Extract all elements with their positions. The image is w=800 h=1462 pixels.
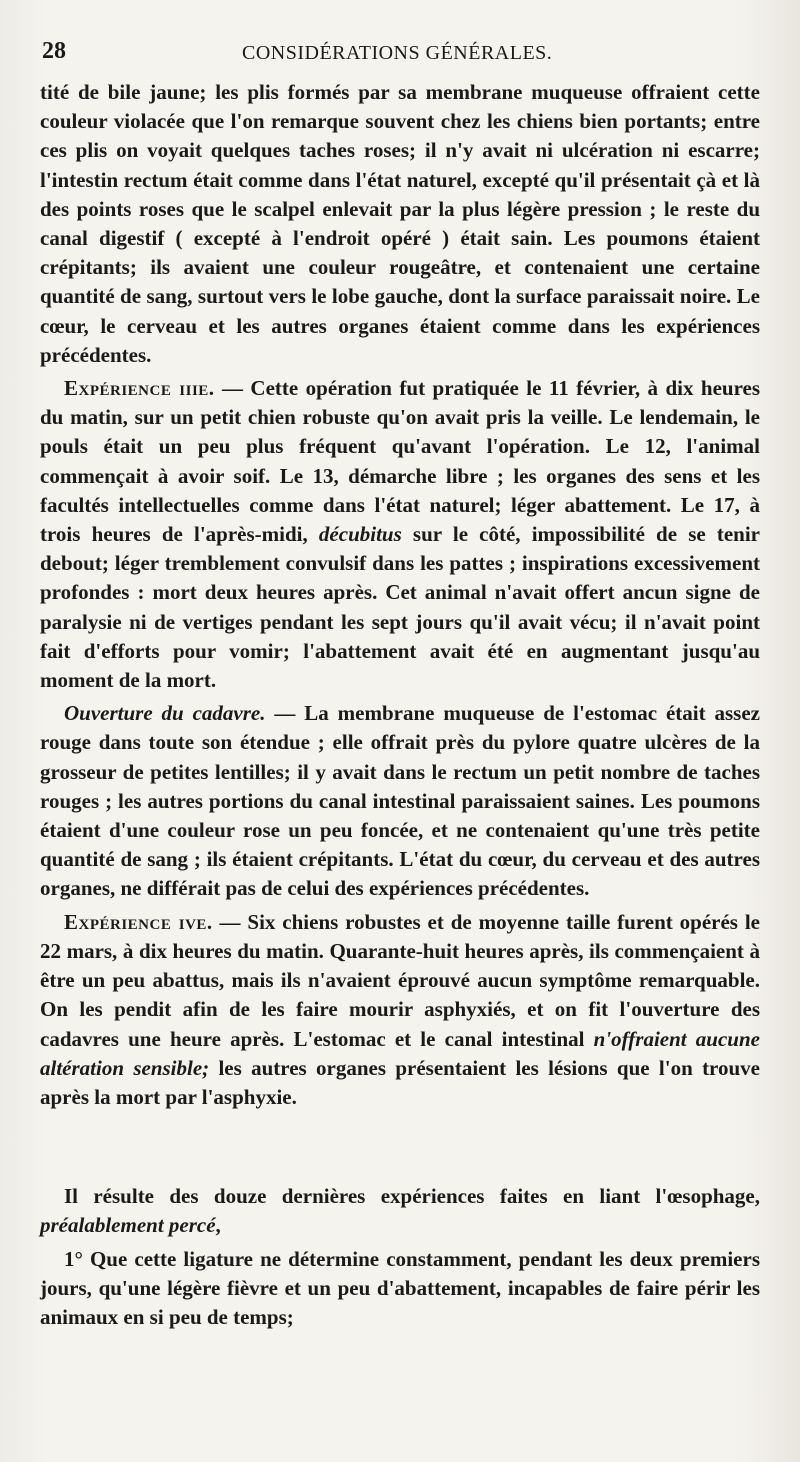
paragraph-ouverture: Ouverture du cadavre. — La membrane muqueuse de l'estomac était assez rouge dans toute son étendue ; elle offrait près du pylore quatre ulcères de la grosseur de petites lentilles; il y avait dans le rectum un petit nombre de taches rouges ; les autres portions du canal intestinal paraissaient saines. Les poumons étaient d'une couleur rose un peu foncée, et ne contenaient qu'une très petite quantité de sang ; ils étaient crépitants. L'état du cœur, du cerveau et des autres organes, ne différait pas de celui des expériences précédentes. [40, 701, 760, 901]
experience-label: Expérience ive. [64, 909, 213, 934]
page-number: 28 [42, 38, 66, 64]
paragraph-experience-3: Expérience iiie. — Cette opération fut pratiquée le 11 février, à dix heures du matin, sur un petit chien robuste qu'on avait pris la veille. Le lendemain, le pouls était un peu plus fréquent qu'avant l'opération. Le 12, l'animal commençait à avoir soif. Le 13, démarche libre ; les organes des sens et les facultés intellectuelles comme dans l'état naturel; léger abattement. Le 17, à trois heures de l'après-midi, décubitus sur le côté, impossibilité de se tenir debout; léger tremblement convulsif dans les pattes ; inspirations excessivement profondes : mort deux heures après. Cet animal n'avait offert ancun signe de paralysie ni de vertiges pendant les sept jours qu'il avait vécu; il n'avait point fait d'efforts pour vomir; l'abattement avait été en augmentant jusqu'au moment de la mort. [40, 376, 761, 693]
page-header [42, 38, 758, 72]
section-gap [40, 1116, 760, 1182]
running-head: CONSIDÉRATIONS GÉNÉRALES. [242, 42, 553, 64]
experience-label: Expérience iiie. [64, 376, 215, 401]
paragraph-conclusion: Il résulte des douze dernières expériences faites en liant l'œsophage, préalablement percé, [40, 1184, 760, 1238]
body-text [40, 78, 760, 1336]
paragraph-point-1: 1° Que cette ligature ne détermine constamment, pendant les deux premiers jours, qu'une légère fièvre et un peu d'abattement, incapables de faire périr les animaux en si peu de temps; [40, 1246, 760, 1329]
paragraph-experience-4: Expérience ive. — Six chiens robustes et de moyenne taille furent opérés le 22 mars, à dix heures du matin. Quarante-huit heures après, ils commençaient à être un peu abattus, mais ils n'avaient éprouvé aucun symptôme remarquable. On les pendit afin de les faire mourir asphyxiés, et on fit l'ouverture des cadavres une heure après. L'estomac et le canal intestinal n'offraient aucune altération sensible; les autres organes présentaient les lésions que l'on trouve après la mort par l'asphyxie. [40, 909, 760, 1109]
paragraph-1: tité de bile jaune; les plis formés par sa membrane muqueuse offraient cette couleur violacée que l'on remarque souvent chez les chiens bien portants; entre ces plis on voyait quelques taches roses; il n'y avait ni ulcération ni escarre; l'intestin rectum était comme dans l'état naturel, excepté qu'il présentait çà et là des points roses que le scalpel enlevait par la plus légère pression ; le reste du canal digestif ( excepté à l'endroit opéré ) était sain. Les poumons étaient crépitants; ils avaient une couleur rougeâtre, et contenaient une certaine quantité de sang, surtout vers le lobe gauche, dont la surface paraissait noire. Le cœur, le cerveau et les autres organes étaient comme dans les expériences précédentes. [40, 80, 760, 367]
